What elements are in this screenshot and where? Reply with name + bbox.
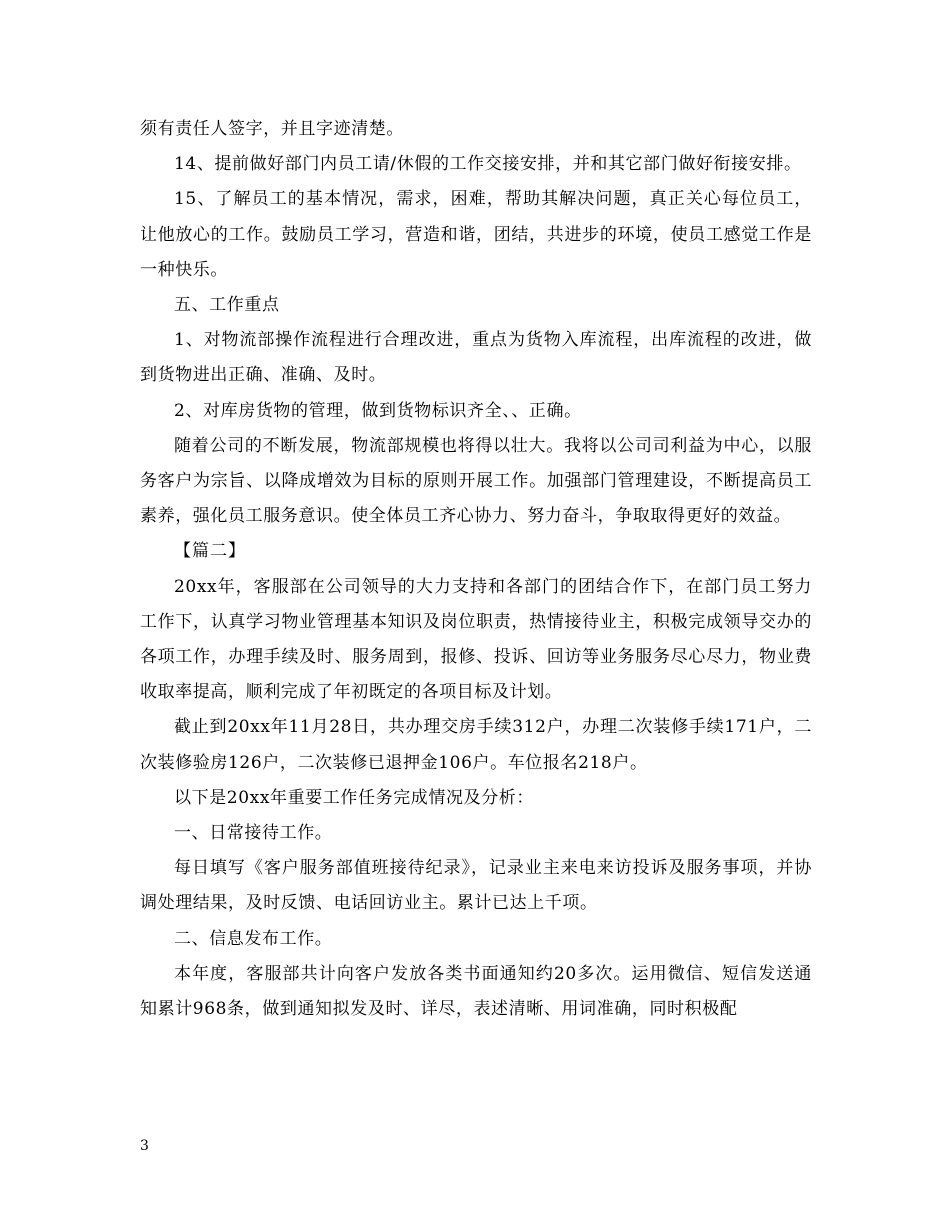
paragraph-daily-reception: 每日填写《客户服务部值班接待纪录》，记录业主来电来访投诉及服务事项，并协调处理结果，及时反馈、电话回访业主。累计已达上千项。 bbox=[140, 858, 812, 914]
paragraph-info-release: 本年度，客服部共计向客户发放各类书面通知约20多次。运用微信、短信发送通知累计968条，做到通知拟发及时、详尽，表述清晰、用词准确，同时积极配 bbox=[140, 963, 812, 1020]
paragraph-focus-2: 2、对库房货物的管理，做到货物标识齐全、、正确。 bbox=[174, 400, 582, 421]
document-body bbox=[140, 112, 812, 1027]
paragraph-focus-1: 1、对物流部操作流程进行合理改进，重点为货物入库流程，出库流程的改进，做到货物进出正确、准确、及时。 bbox=[140, 330, 812, 386]
page-number: 3 bbox=[140, 1138, 149, 1154]
paragraph-intro: 20xx年，客服部在公司领导的大力支持和各部门的团结合作下，在部门员工努力工作下，认真学习物业管理基本知识及岗位职责，热情接待业主，积极完成领导交办的各项工作，办理手续及时、服务周到，报修、投诉、回访等业务服务尽心尽力，物业费收取率提高，顺利完成了年初既定的各项目标及计划。 bbox=[140, 576, 812, 703]
paragraph-item-15: 15、了解员工的基本情况，需求，困难，帮助其解决问题，真正关心每位员工，让他放心的工作。鼓励员工学习，营造和谐，团结，共进步的环境，使员工感觉工作是一种快乐。 bbox=[140, 189, 812, 280]
section-heading-work-focus: 五、工作重点 bbox=[174, 295, 280, 316]
section-heading-part-two: 【篇二】 bbox=[174, 541, 246, 562]
paragraph-item-14: 14、提前做好部门内员工请/休假的工作交接安排，并和其它部门做好衔接安排。 bbox=[174, 154, 802, 175]
paragraph-continuation: 须有责任人签字，并且字迹清楚。 bbox=[140, 119, 404, 139]
section-heading-daily-reception: 一、日常接待工作。 bbox=[174, 823, 333, 844]
section-heading-info-release: 二、信息发布工作。 bbox=[174, 928, 333, 949]
paragraph-statistics: 截止到20xx年11月28日，共办理交房手续312户，办理二次装修手续171户，二次装修验房126户，二次装修已退押金106户。车位报名218户。 bbox=[140, 717, 812, 773]
paragraph-summary: 随着公司的不断发展，物流部规模也将得以壮大。我将以公司司利益为中心，以服务客户为宗旨、以降成增效为目标的原则开展工作。加强部门管理建设，不断提高员工素养，强化员工服务意识。使全体员工齐心协力、努力奋斗，争取取得更好的效益。 bbox=[140, 435, 812, 527]
paragraph-analysis-intro: 以下是20xx年重要工作任务完成情况及分析： bbox=[174, 787, 535, 808]
